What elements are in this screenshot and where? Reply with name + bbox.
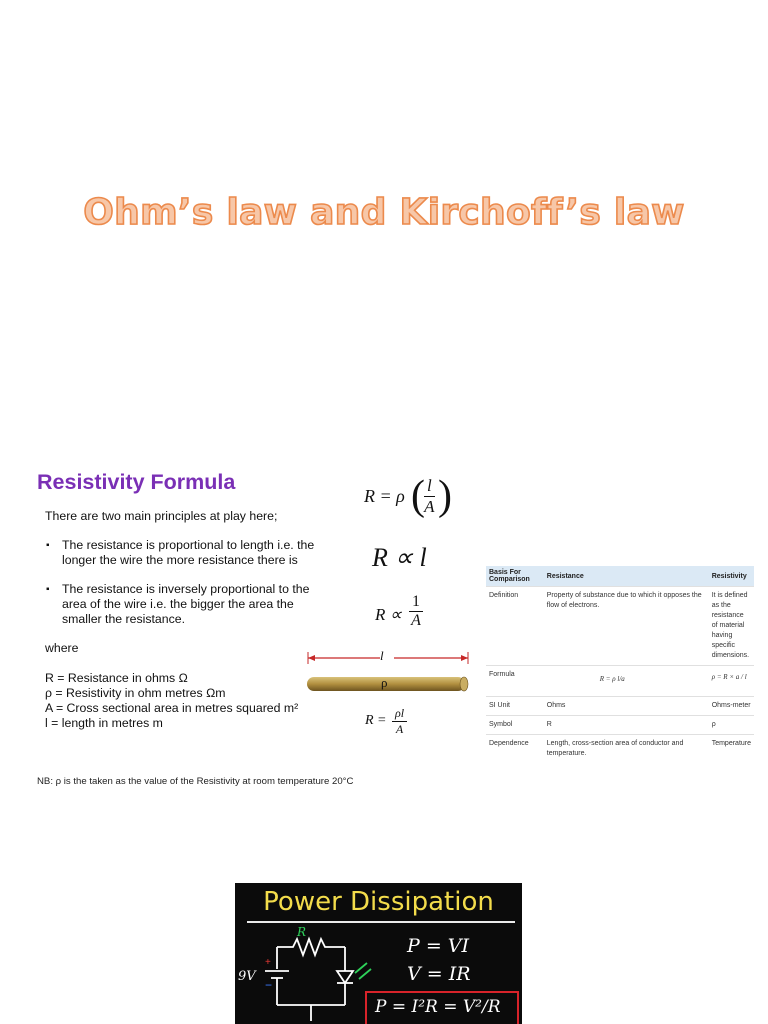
table-header-row	[486, 566, 754, 587]
formula-area-num: 1	[409, 593, 423, 612]
formula-area-lhs: R ∝	[375, 605, 402, 624]
circuit-diagram	[235, 925, 385, 1024]
table-cell: Symbol	[486, 716, 544, 735]
bullet-marker: ▪	[46, 584, 50, 595]
table-header: Resistance	[544, 566, 709, 587]
table-header: Resistivity	[709, 566, 754, 587]
definition-length: l = length in metres m	[45, 716, 163, 730]
note-text: NB: ρ is the taken as the value of the Resistivity at room temperature 20°C	[37, 776, 354, 787]
equation-power-vi: P = VI	[407, 935, 470, 957]
definition-resistivity: ρ = Resistivity in ohm metres Ωm	[45, 686, 226, 700]
table-cell: ρ = R × a / l	[709, 666, 754, 697]
arrow-right	[461, 655, 468, 661]
wire-rho-label: ρ	[381, 675, 388, 690]
equation-power-formulas: P = I²R = V²/R	[375, 997, 501, 1017]
table-cell: R	[544, 716, 709, 735]
table-header: Basis For Comparison	[486, 566, 544, 587]
table-cell: ρ	[709, 716, 754, 735]
resistor-label: R	[297, 925, 307, 939]
table-cell: R = ρ l/a	[544, 666, 709, 697]
comparison-table	[486, 566, 754, 763]
formula-area-fraction	[409, 593, 423, 630]
right-paren: )	[438, 473, 452, 519]
table-row	[486, 716, 754, 735]
table-cell: Ohms-meter	[709, 697, 754, 716]
table-cell: Temperature	[709, 735, 754, 764]
table-row	[486, 666, 754, 697]
formula-main-fraction	[424, 476, 435, 517]
bullet-1-line-1: The resistance is proportional to length i.e. the	[62, 538, 315, 552]
wire-length-label: l	[380, 648, 384, 663]
table-row	[486, 587, 754, 666]
definition-resistance: R = Resistance in ohms Ω	[45, 671, 188, 685]
battery-label: 9V	[238, 969, 256, 984]
table-cell: Definition	[486, 587, 544, 666]
power-dissipation-board	[235, 883, 522, 1024]
wire-diagram	[304, 648, 474, 700]
formula-bottom-num: ρl	[392, 706, 407, 722]
table-cell: Ohms	[544, 697, 709, 716]
formula-bottom-den: A	[395, 722, 404, 736]
bullet-2-line-2: area of the wire i.e. the bigger the area the	[62, 597, 294, 611]
formula-main-den: A	[424, 497, 435, 516]
arrow-left	[308, 655, 315, 661]
formula-main	[364, 474, 474, 522]
equation-ohms-law: V = IR	[407, 963, 471, 985]
page-title: Ohm’s law and Kirchoff’s law	[83, 192, 685, 233]
formula-bottom-lhs: R =	[365, 713, 387, 728]
bullet-2-line-1: The resistance is inversely proportional to the	[62, 582, 310, 596]
left-paren: (	[411, 473, 425, 519]
definition-area: A = Cross sectional area in metres squared m²	[45, 701, 299, 715]
table-cell: Dependence	[486, 735, 544, 764]
intro-text: There are two main principles at play here;	[45, 509, 278, 523]
wire-end	[460, 677, 468, 691]
bullet-marker: ▪	[46, 540, 50, 551]
table-cell: Length, cross-section area of conductor and temperature.	[544, 735, 709, 764]
formula-main-lhs: R = ρ	[364, 486, 405, 506]
formula-area-den: A	[411, 612, 421, 629]
led-symbol	[337, 971, 353, 983]
formula-proportional-length: R ∝ l	[372, 543, 427, 572]
bullet-1-line-2: longer the wire the more resistance there is	[62, 553, 298, 567]
where-label: where	[45, 641, 79, 655]
resistivity-heading: Resistivity Formula	[37, 470, 236, 494]
bullet-2-line-3: smaller the resistance.	[62, 612, 186, 626]
table-cell: SI Unit	[486, 697, 544, 716]
light-arrow-1	[355, 963, 367, 973]
light-arrow-2	[359, 969, 371, 979]
formula-main-num: l	[424, 476, 435, 497]
resistor-symbol	[277, 939, 345, 955]
table-cell: Formula	[486, 666, 544, 697]
board-title-underline	[247, 921, 515, 923]
minus-sign: −	[265, 978, 273, 992]
table-cell: It is defined as the resistance of material having specific dimensions.	[709, 587, 754, 666]
table-row	[486, 735, 754, 764]
table-row	[486, 697, 754, 716]
board-title: Power Dissipation	[263, 887, 494, 917]
formula-bottom-fraction	[392, 706, 407, 737]
plus-sign: +	[265, 957, 271, 968]
table-cell: Property of substance due to which it opposes the flow of electrons.	[544, 587, 709, 666]
